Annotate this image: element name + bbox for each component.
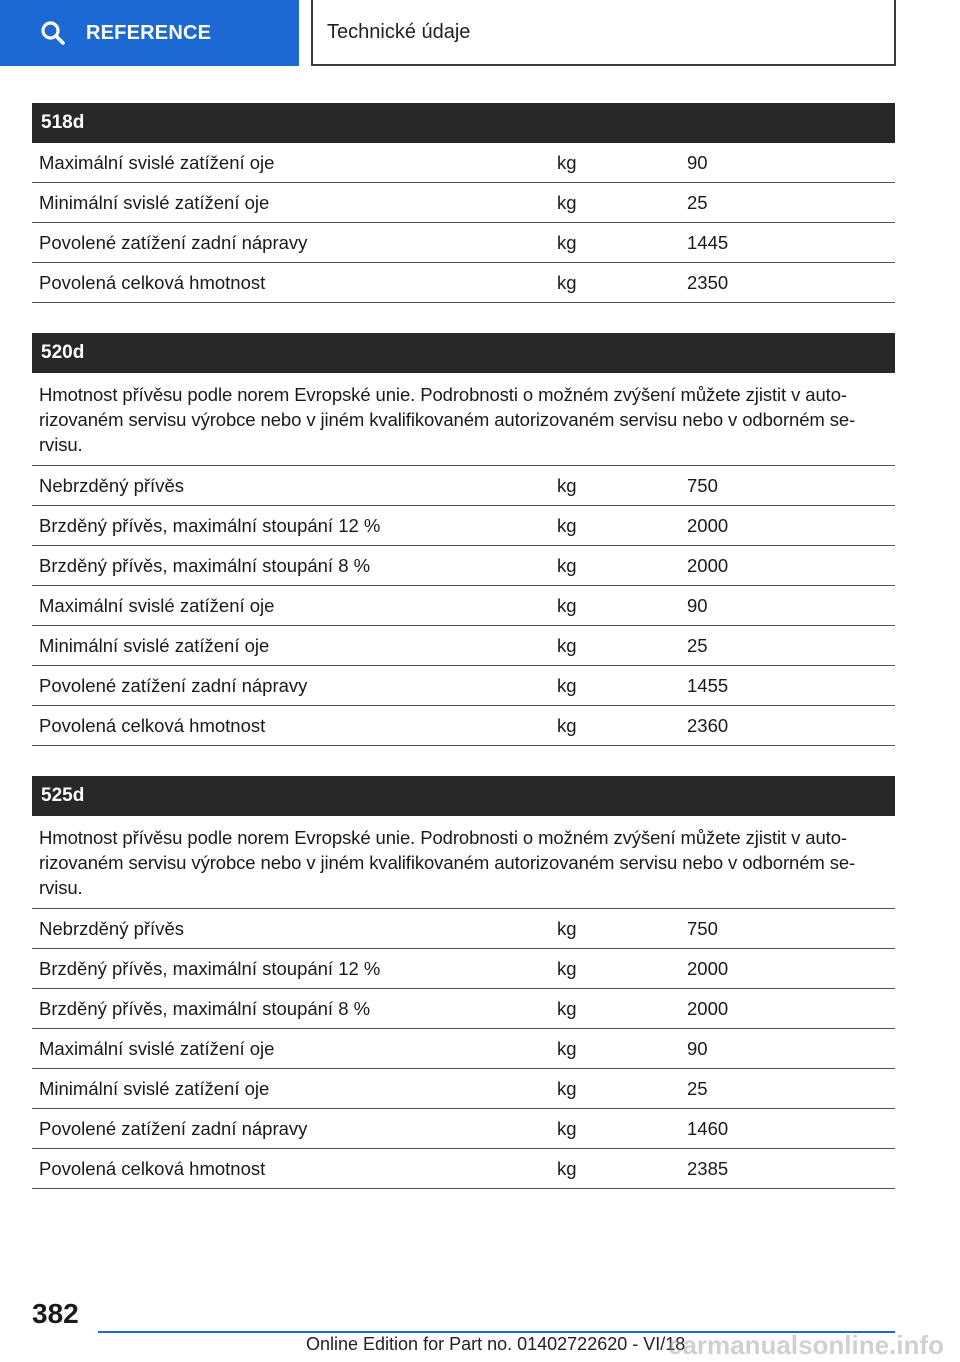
chapter-title: Technické údaje — [327, 20, 471, 43]
reference-button[interactable] — [0, 0, 299, 66]
row-label: Povolená celková hmotnost — [39, 1157, 266, 1179]
row-value: 2000 — [687, 514, 729, 536]
table-row — [32, 466, 895, 506]
table-row — [32, 1069, 895, 1109]
row-value: 25 — [687, 634, 708, 656]
row-value: 2385 — [687, 1157, 729, 1179]
row-unit: kg — [557, 674, 577, 696]
section-title: 525d — [32, 776, 895, 816]
row-label: Povolené zatížení zadní nápravy — [39, 231, 308, 253]
row-value: 90 — [687, 594, 708, 616]
row-unit: kg — [557, 594, 577, 616]
row-value: 2000 — [687, 997, 729, 1019]
row-label: Minimální svislé zatížení oje — [39, 634, 270, 656]
section-note: Hmotnost přívěsu podle norem Evropské unie. Podrobnosti o možném zvýšení můžete zjistit v autorizovaném servisu výrobce nebo v jiném kvalifikovaném autorizovaném servisu nebo v odborném servisu. — [32, 816, 895, 909]
row-label: Maximální svislé zatížení oje — [39, 151, 275, 173]
row-value: 25 — [687, 1077, 708, 1099]
row-value: 2360 — [687, 714, 729, 736]
row-unit: kg — [557, 714, 577, 736]
row-value: 90 — [687, 151, 708, 173]
row-unit: kg — [557, 1037, 577, 1059]
row-label: Povolené zatížení zadní nápravy — [39, 1117, 308, 1139]
spec-section-518d — [32, 103, 895, 303]
edition-text: Online Edition for Part no. 01402722620 - VI/18 — [306, 1334, 686, 1354]
row-label: Nebrzděný přívěs — [39, 917, 184, 939]
row-unit: kg — [557, 554, 577, 576]
table-row — [32, 949, 895, 989]
row-label: Povolené zatížení zadní nápravy — [39, 674, 308, 696]
row-label: Brzděný přívěs, maximální stoupání 12 % — [39, 957, 381, 979]
row-value: 750 — [687, 474, 718, 496]
row-unit: kg — [557, 191, 577, 213]
page-number: 382 — [32, 1298, 79, 1329]
row-unit: kg — [557, 231, 577, 253]
spec-tables — [32, 103, 895, 1219]
spec-section-525d — [32, 776, 895, 1189]
row-value: 90 — [687, 1037, 708, 1059]
row-unit: kg — [557, 957, 577, 979]
row-label: Maximální svislé zatížení oje — [39, 1037, 275, 1059]
search-icon — [40, 20, 66, 46]
table-row — [32, 909, 895, 949]
section-title: 518d — [32, 103, 895, 143]
table-row — [32, 626, 895, 666]
row-value: 2350 — [687, 271, 729, 293]
row-value: 750 — [687, 917, 718, 939]
row-label: Povolená celková hmotnost — [39, 714, 266, 736]
reference-label: REFERENCE — [86, 21, 212, 44]
row-unit: kg — [557, 1157, 577, 1179]
table-row — [32, 1029, 895, 1069]
row-label: Maximální svislé zatížení oje — [39, 594, 275, 616]
row-label: Brzděný přívěs, maximální stoupání 12 % — [39, 514, 381, 536]
table-row — [32, 263, 895, 303]
table-row — [32, 546, 895, 586]
row-unit: kg — [557, 634, 577, 656]
row-unit: kg — [557, 1117, 577, 1139]
row-value: 2000 — [687, 554, 729, 576]
row-label: Brzděný přívěs, maximální stoupání 8 % — [39, 554, 371, 576]
spec-section-520d — [32, 333, 895, 746]
table-row — [32, 666, 895, 706]
table-row — [32, 706, 895, 746]
row-value: 1445 — [687, 231, 729, 253]
watermark: carmanualsonline.info — [668, 1330, 944, 1360]
table-row — [32, 183, 895, 223]
section-title: 520d — [32, 333, 895, 373]
table-row — [32, 143, 895, 183]
row-value: 1460 — [687, 1117, 729, 1139]
row-unit: kg — [557, 997, 577, 1019]
row-unit: kg — [557, 514, 577, 536]
row-value: 1455 — [687, 674, 729, 696]
table-row — [32, 1109, 895, 1149]
table-row — [32, 506, 895, 546]
row-label: Minimální svislé zatížení oje — [39, 1077, 270, 1099]
table-row — [32, 223, 895, 263]
row-unit: kg — [557, 474, 577, 496]
table-row — [32, 989, 895, 1029]
row-label: Minimální svislé zatížení oje — [39, 191, 270, 213]
row-unit: kg — [557, 271, 577, 293]
row-unit: kg — [557, 917, 577, 939]
section-note: Hmotnost přívěsu podle norem Evropské unie. Podrobnosti o možném zvýšení můžete zjistit v autorizovaném servisu výrobce nebo v jiném kvalifikovaném autorizovaném servisu nebo v odborném servisu. — [32, 373, 895, 466]
table-row — [32, 1149, 895, 1189]
row-label: Povolená celková hmotnost — [39, 271, 266, 293]
row-label: Nebrzděný přívěs — [39, 474, 184, 496]
row-label: Brzděný přívěs, maximální stoupání 8 % — [39, 997, 371, 1019]
row-value: 25 — [687, 191, 708, 213]
chapter-title-box — [311, 0, 896, 66]
row-value: 2000 — [687, 957, 729, 979]
table-row — [32, 586, 895, 626]
row-unit: kg — [557, 1077, 577, 1099]
row-unit: kg — [557, 151, 577, 173]
